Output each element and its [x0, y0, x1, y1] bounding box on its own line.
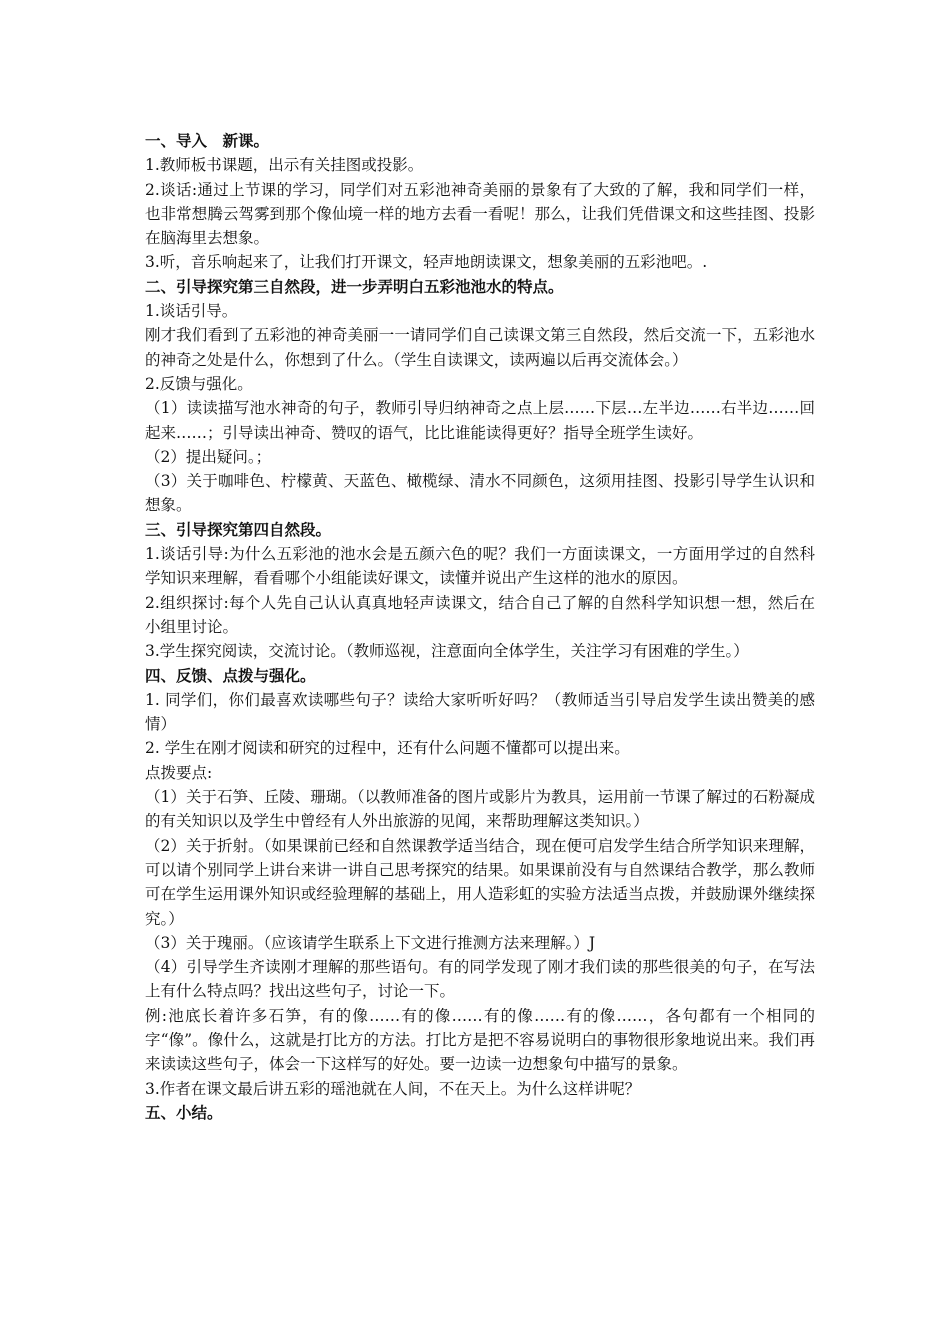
paragraph: 例:池底长着许多石笋，有的像……有的像……有的像……有的像……，各句都有一个相同的字“像”。像什么，这就是打比方的方法。打比方是把不容易说明白的事物很形象地说出来。我们再来读读这些句子，体会一下这样写的好处。要一边读一边想象句中描写的景象。 — [145, 1006, 815, 1074]
section-heading-explore-3: 二、引导探究第三自然段，进一步弄明白五彩池池水的特点。 — [145, 277, 564, 296]
paragraph: （1）关于石笋、丘陵、珊瑚。（以教师准备的图片或影片为教具，运用前一节课了解过的石粉凝成的有关知识以及学生中曾经有人外出旅游的见闻，来帮助理解这类知识。） — [145, 788, 815, 831]
paragraph: （4）引导学生齐读刚才理解的那些语句。有的同学发现了刚才我们读的那些很美的句子，在写法上有什么特点吗？找出这些句子，讨论一下。 — [145, 958, 815, 1001]
paragraph: 1.谈话引导。 — [145, 302, 238, 321]
paragraph: 2.反馈与强化。 — [145, 374, 253, 393]
paragraph: 3.听，音乐响起来了，让我们打开课文，轻声地朗读课文，想象美丽的五彩池吧。. — [145, 253, 708, 272]
document-body — [145, 129, 815, 1125]
paragraph: 2.谈话:通过上节课的学习，同学们对五彩池神奇美丽的景象有了大致的了解，我和同学们一样，也非常想腾云驾雾到那个像仙境一样的地方去看一看呢！那么，让我们凭借课文和这些挂图、投影在脑海里去想象。 — [145, 180, 815, 248]
paragraph: （3）关于瑰丽。（应该请学生联系上下文进行推测方法来理解。）J — [145, 933, 596, 952]
paragraph: 2.组织探讨:每个人先自己认认真真地轻声读课文，结合自己了解的自然科学知识想一想，然后在小组里讨论。 — [145, 593, 815, 636]
paragraph: 3.作者在课文最后讲五彩的瑶池就在人间，不在天上。为什么这样讲呢？ — [145, 1079, 641, 1098]
paragraph: 1.谈话引导:为什么五彩池的池水会是五颜六色的呢？我们一方面读课文，一方面用学过的自然科学知识来理解，看看哪个小组能读好课文，读懂并说出产生这样的池水的原因。 — [145, 545, 815, 588]
paragraph: （1）读读描写池水神奇的句子，教师引导归纳神奇之点上层……下层…左半边……右半边……回起来……；引导读出神奇、赞叹的语气，比比谁能读得更好？指导全班学生读好。 — [145, 399, 815, 442]
paragraph: 1. 同学们，你们最喜欢读哪些句子？读给大家听听好吗？（教师适当引导启发学生读出赞美的感情） — [145, 690, 815, 734]
paragraph: 2. 学生在刚才阅读和研究的过程中，还有什么问题不懂都可以提出来。 — [145, 739, 630, 758]
section-heading-intro: 一、导入 新课。 — [145, 132, 270, 150]
paragraph: （3）关于咖啡色、柠檬黄、天蓝色、橄榄绿、清水不同颜色，这须用挂图、投影引导学生认识和想象。 — [145, 472, 815, 515]
paragraph: 刚才我们看到了五彩池的神奇美丽一一请同学们自己读课文第三自然段，然后交流一下，五彩池水的神奇之处是什么，你想到了什么。（学生自读课文，读两遍以后再交流体会。） — [145, 326, 815, 369]
section-heading-feedback: 四、反馈、点拨与强化。 — [145, 666, 316, 685]
paragraph: （2）提出疑问。； — [145, 447, 272, 466]
section-heading-explore-4: 三、引导探究第四自然段。 — [145, 520, 332, 539]
section-heading-summary: 五、小结。 — [145, 1103, 223, 1122]
paragraph: 点拨要点: — [145, 763, 213, 782]
paragraph: 3.学生探究阅读，交流讨论。（教师巡视，注意面向全体学生，关注学习有困难的学生。） — [145, 642, 749, 661]
paragraph: （2）关于折射。（如果课前已经和自然课教学适当结合，现在便可启发学生结合所学知识来理解，可以请个别同学上讲台来讲一讲自己思考探究的结果。如果课前没有与自然课结合教学，那么教师可在学生运用课外知识或经验理解的基础上，用人造彩虹的实验方法适当点拨，并鼓励课外继续探究。） — [145, 836, 815, 928]
paragraph: 1.教师板书课题，出示有关挂图或投影。 — [145, 156, 424, 175]
